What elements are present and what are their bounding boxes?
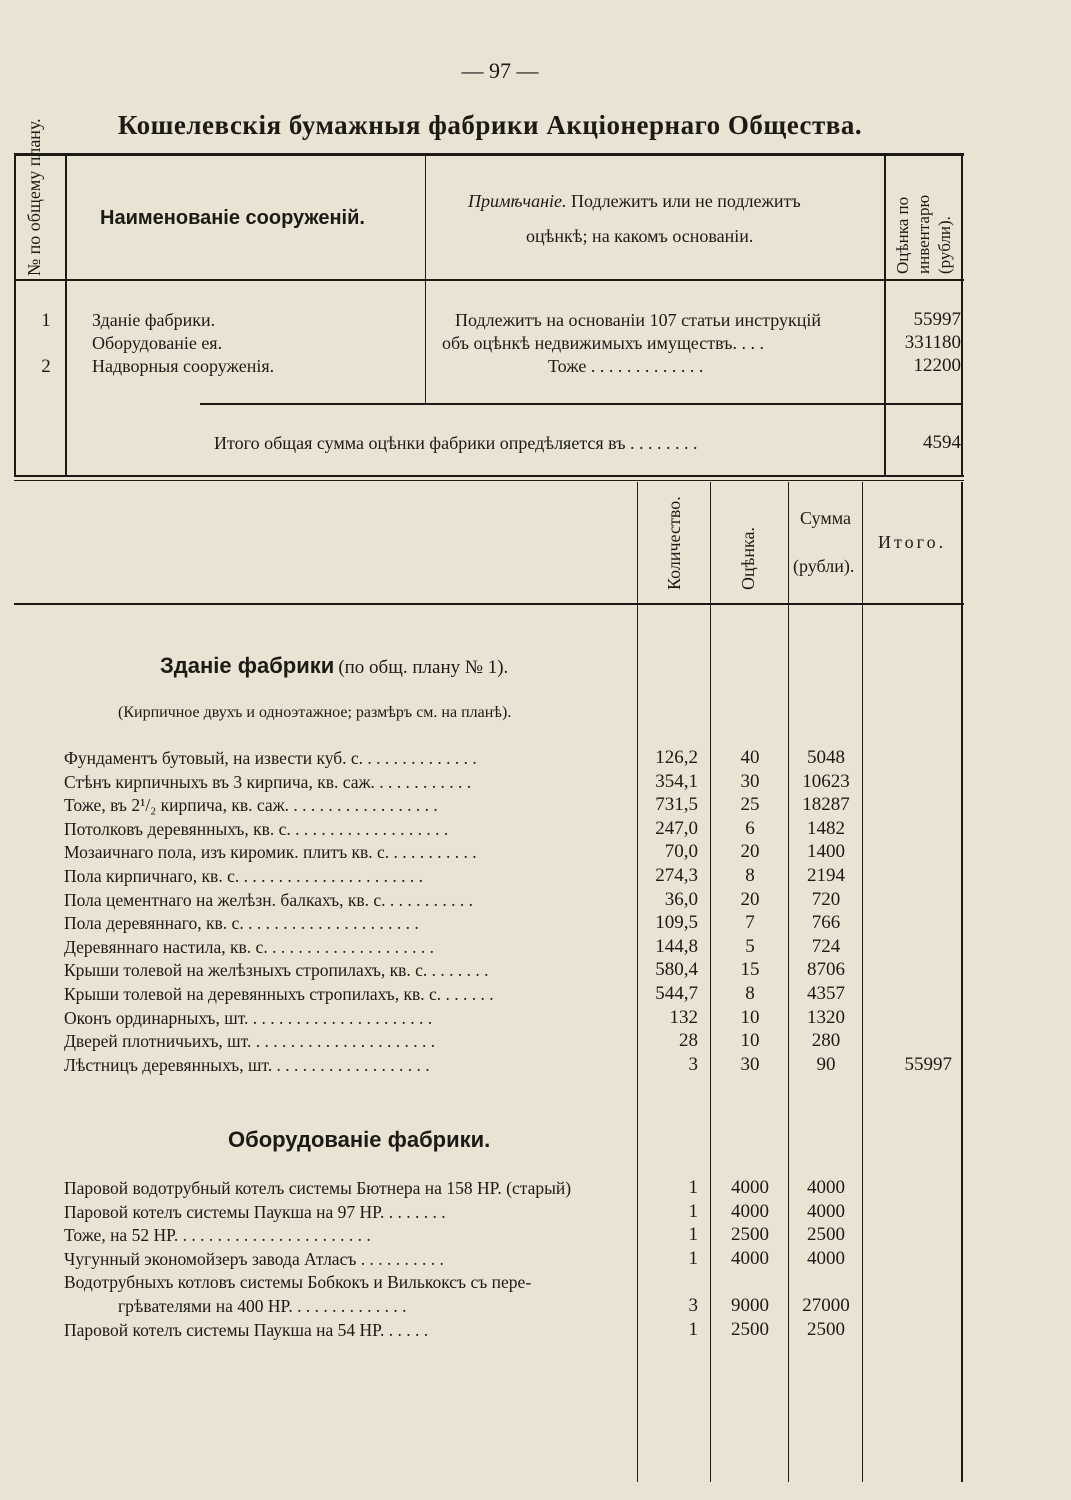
- item-price: 7: [745, 912, 755, 934]
- item-quantity: 132: [669, 1006, 698, 1028]
- item-name: Крыши толевой на деревянныхъ стропилахъ, кв. с. . . . . . .: [64, 984, 494, 1004]
- item-name: Тоже, на 52 HP. . . . . . . . . . . . . . . . . . . . . . .: [64, 1225, 371, 1246]
- item-price: 8: [745, 865, 755, 886]
- row-name: Зданіе фабрики.: [92, 310, 216, 330]
- item-price: 10: [740, 1030, 760, 1052]
- table-divider: [862, 482, 863, 1482]
- row-name: Надворныя сооруженія.: [92, 356, 275, 376]
- row-name: Оборудованіе ея.: [92, 333, 223, 353]
- table-rule: [14, 153, 964, 156]
- page-number: — 97 —: [461, 58, 539, 83]
- table-rule: [14, 279, 964, 281]
- section-title-building: [160, 653, 508, 679]
- item-sum: 766: [811, 912, 841, 934]
- col-header-sum: Сумма: [800, 508, 851, 528]
- item-name: Тоже, въ 2¹/₂ кирпича, кв. саж. . . . . . . . . . . . . . . . . .: [64, 795, 438, 816]
- col-header-note-line2: оцѣнкѣ; на какомъ основаніи.: [526, 226, 754, 246]
- item-sum: 4000: [807, 1200, 845, 1222]
- item-quantity: 354,1: [655, 770, 698, 792]
- item-quantity: 144,8: [655, 935, 698, 957]
- item-quantity: 3: [688, 1295, 698, 1316]
- item-name: Пола кирпичнаго, кв. с. . . . . . . . . . . . . . . . . . . . . .: [64, 866, 423, 886]
- table-rule: [200, 403, 963, 405]
- item-quantity: 28: [679, 1030, 698, 1052]
- item-name: грѣвателями на 400 HP. . . . . . . . . . . . . .: [118, 1296, 407, 1316]
- table-divider: [637, 482, 638, 1482]
- table-divider: [65, 153, 67, 476]
- item-price: 4000: [731, 1200, 769, 1222]
- item-sum: 18287: [802, 794, 850, 816]
- row-note: Тоже . . . . . . . . . . . . .: [548, 356, 704, 376]
- note-italic: Примѣчаніе.: [468, 191, 567, 211]
- col-header-note: [468, 191, 801, 212]
- item-sum: 1482: [807, 817, 845, 839]
- item-sum: 2500: [807, 1224, 845, 1246]
- item-name: Деревяннаго настила, кв. с. . . . . . . . . . . . . . . . . . . .: [64, 936, 434, 957]
- item-sum: 27000: [802, 1295, 850, 1316]
- section-title-equipment: Оборудованіе фабрики.: [228, 1127, 491, 1152]
- item-sum: 724: [811, 935, 841, 957]
- table-rule: [14, 480, 964, 481]
- item-quantity: 70,0: [664, 841, 698, 863]
- item-name: Потолковъ деревянныхъ, кв. с. . . . . . . . . . . . . . . . . . .: [64, 818, 449, 839]
- row-note: объ оцѣнкѣ недвижимыхъ имуществъ. . . .: [442, 333, 764, 353]
- item-total: 55997: [904, 1053, 952, 1075]
- item-sum: 4000: [807, 1247, 845, 1269]
- col-header-value: Оцѣнка по инвентарю (рубли).: [893, 194, 954, 274]
- item-price: 9000: [731, 1295, 769, 1316]
- item-price: 40: [740, 747, 760, 768]
- col-header-total: Итого.: [878, 532, 947, 552]
- item-sum: 4000: [807, 1177, 845, 1198]
- item-name: Лѣстницъ деревянныхъ, шт. . . . . . . . . . . . . . . . . . .: [64, 1054, 430, 1075]
- table-border: [14, 153, 16, 476]
- table-divider: [788, 482, 789, 1482]
- item-sum: 1400: [807, 841, 845, 863]
- total-label: Итого общая сумма оцѣнки фабрики опредѣляется въ . . . . . . . .: [214, 433, 698, 453]
- item-name: Чугунный экономойзеръ завода Атласъ . . . . . . . . . .: [64, 1248, 444, 1269]
- total-value: 4594: [923, 432, 961, 453]
- col-header-quantity: Количество.: [664, 496, 684, 590]
- item-sum: 4357: [807, 983, 845, 1004]
- item-price: 30: [740, 770, 760, 792]
- item-name: Паровой водотрубный котелъ системы Бютнера на 158 HP. (старый): [64, 1178, 572, 1198]
- item-price: 4000: [731, 1247, 769, 1269]
- item-price: 8: [745, 983, 755, 1004]
- row-value: 12200: [913, 355, 961, 376]
- item-name: Стѣнъ кирпичныхъ въ 3 кирпича, кв. саж. . . . . . . . . . . .: [64, 771, 472, 792]
- row-number: 1: [41, 310, 51, 331]
- item-sum: 10623: [802, 770, 850, 792]
- table-border: [961, 153, 963, 476]
- item-price: 5: [745, 935, 755, 957]
- section-subtitle: (Кирпичное двухъ и одноэтажное; размѣръ см. на планѣ).: [118, 704, 512, 721]
- item-price: 6: [745, 817, 755, 839]
- item-quantity: 1: [688, 1200, 698, 1222]
- item-quantity: 1: [688, 1177, 698, 1198]
- page-title: Кошелевскія бумажныя фабрики Акціонернаго Общества.: [117, 110, 863, 140]
- item-quantity: 1: [688, 1318, 698, 1340]
- row-value: 331180: [904, 332, 961, 353]
- item-sum: 280: [811, 1030, 841, 1052]
- item-name: Пола деревяннаго, кв. с. . . . . . . . . . . . . . . . . . . . .: [64, 913, 419, 934]
- section-title: Зданіе фабрики: [160, 653, 335, 678]
- item-sum: 8706: [807, 959, 845, 981]
- item-quantity: 109,5: [655, 912, 698, 934]
- item-sum: 90: [816, 1053, 836, 1075]
- item-price: 4000: [731, 1177, 769, 1198]
- item-price: 25: [740, 794, 760, 816]
- item-sum: 1320: [807, 1006, 845, 1028]
- item-price: 10: [740, 1006, 760, 1028]
- item-name: Дверей плотничьихъ, шт. . . . . . . . . . . . . . . . . . . . . .: [64, 1031, 436, 1052]
- item-price: 15: [740, 959, 760, 981]
- item-name: Водотрубныхъ котловъ системы Бобкокъ и Вилькоксъ съ пере-: [64, 1272, 532, 1293]
- item-name: Фундаментъ бутовый, на извести куб. с. . . . . . . . . . . . . .: [64, 748, 477, 768]
- table-border: [961, 482, 963, 1482]
- item-sum: 720: [811, 888, 841, 910]
- item-quantity: 544,7: [655, 983, 698, 1004]
- item-quantity: 274,3: [655, 865, 698, 886]
- table-rule: [14, 475, 964, 477]
- row-value: 55997: [913, 309, 961, 330]
- item-quantity: 731,5: [655, 794, 698, 816]
- item-quantity: 247,0: [655, 817, 698, 839]
- item-quantity: 36,0: [664, 888, 698, 910]
- col-header-name: Наименованіе сооруженій.: [100, 207, 365, 229]
- item-price: 30: [740, 1053, 760, 1075]
- item-name: Оконъ ординарныхъ, шт. . . . . . . . . . . . . . . . . . . . . .: [64, 1007, 433, 1028]
- col-header-sum-unit: (рубли).: [793, 556, 855, 576]
- item-sum: 2500: [807, 1318, 845, 1340]
- item-quantity: 1: [688, 1224, 698, 1246]
- item-sum: 2194: [807, 865, 845, 886]
- table-rule: [14, 603, 964, 605]
- row-note: Подлежитъ на основаніи 107 статьи инструкцій: [455, 310, 821, 330]
- note-rest: Подлежитъ или не подлежитъ: [571, 191, 801, 211]
- item-name: Мозаичнаго пола, изъ киромик. плитъ кв. с. . . . . . . . . . .: [64, 842, 477, 863]
- item-sum: 5048: [807, 747, 845, 768]
- item-name: Пола цементнаго на желѣзн. балкахъ, кв. с. . . . . . . . . . .: [64, 889, 474, 910]
- table-divider: [425, 153, 426, 403]
- item-quantity: 580,4: [655, 959, 698, 981]
- item-name: Паровой котелъ системы Паукша на 54 HP. . . . . .: [64, 1319, 429, 1340]
- item-quantity: 126,2: [655, 747, 698, 768]
- item-quantity: 1: [688, 1247, 698, 1269]
- item-price: 20: [740, 888, 760, 910]
- table-divider: [710, 482, 711, 1482]
- col-header-price: Оцѣнка.: [738, 527, 758, 590]
- section-title-suffix: (по общ. плану № 1).: [338, 657, 509, 678]
- item-price: 2500: [731, 1318, 769, 1340]
- item-price: 20: [740, 841, 760, 863]
- item-price: 2500: [731, 1224, 769, 1246]
- item-name: Паровой котелъ системы Паукша на 97 HP. . . . . . . .: [64, 1201, 446, 1222]
- col-header-number: № по общему плану.: [24, 118, 44, 276]
- row-number: 2: [41, 356, 51, 377]
- item-quantity: 3: [688, 1053, 698, 1075]
- item-name: Крыши толевой на желѣзныхъ стропилахъ, кв. с. . . . . . . .: [64, 960, 489, 981]
